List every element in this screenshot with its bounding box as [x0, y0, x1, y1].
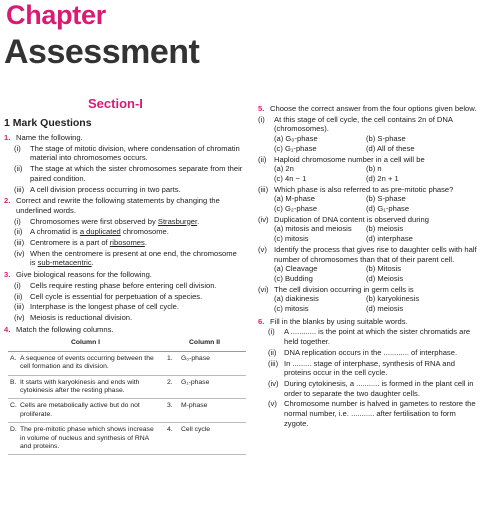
sub-item-number: (iv): [268, 378, 279, 388]
underlined-word: a duplicated: [79, 227, 121, 237]
sub-item: [258, 327, 478, 346]
mcq-option: (c) mitosis: [274, 304, 309, 314]
question-number: 1.: [4, 133, 11, 142]
mcq-option: (a) diakinesis: [274, 294, 319, 304]
chapter-title: Chapter: [6, 0, 106, 30]
mcq-option: (d) meiosis: [366, 304, 404, 314]
row-letter: B.: [10, 378, 17, 386]
column-2-cell: [163, 423, 246, 455]
underlined-word: ribosomes: [109, 238, 145, 248]
question-1: [4, 133, 244, 143]
mcq-option: (b) S-phase: [366, 194, 406, 204]
sub-item-text: Interphase is the longest phase of cell cycle.: [30, 302, 180, 312]
sub-item-text: A chromatid is: [30, 227, 80, 237]
table-row: [8, 351, 246, 375]
sub-item: [4, 313, 244, 323]
marks-heading: 1 Mark Questions: [4, 117, 92, 129]
underlined-word: Strasburger: [157, 216, 198, 226]
row-number: 1.: [167, 354, 173, 362]
mcq-number: (iii): [258, 184, 269, 194]
sub-item-number: (iii): [14, 302, 25, 312]
mcq-item: [258, 285, 478, 314]
question-6: [258, 317, 478, 327]
row-letter: C.: [10, 402, 17, 410]
sub-item-text: Cell cycle is essential for perpetuation of a species.: [30, 291, 203, 301]
question-4: [4, 325, 244, 335]
mcq-option: (b) Mitosis: [366, 264, 402, 274]
row-letter: D.: [10, 426, 17, 434]
sub-item-text: Centromere is a part of: [30, 238, 110, 248]
sub-item-number: (i): [14, 280, 21, 290]
mcq-item: [258, 155, 478, 184]
sub-item-text-end: .: [197, 216, 200, 226]
table-row: [8, 375, 246, 399]
mcq-options: [274, 224, 478, 243]
sub-item-text: When the centromere is present at one end, the chromosome is: [30, 248, 237, 268]
sub-item: [4, 227, 244, 237]
question-text: Fill in the blanks by using suitable words.: [270, 316, 408, 326]
sub-item: [4, 249, 244, 268]
column-1-cell: [8, 375, 163, 399]
sub-item: [4, 302, 244, 312]
question-number: 2.: [4, 196, 11, 206]
mcq-option: (d) Meiosis: [366, 273, 404, 283]
mcq-number: (vi): [258, 284, 269, 294]
question-3-items: [4, 281, 244, 323]
sub-item: [258, 348, 478, 358]
mcq-option: (c) mitosis: [274, 234, 309, 244]
sub-item-number: (i): [268, 327, 275, 337]
sub-item: [4, 144, 244, 163]
table-row: [8, 399, 246, 423]
question-text: Match the following columns.: [16, 324, 114, 334]
mcq-option: (b) meiosis: [366, 224, 404, 234]
mcq-text: The cell division occurring in germ cells is: [274, 284, 414, 294]
sub-item-number: (iv): [14, 248, 25, 258]
question-number: 3.: [4, 270, 11, 280]
sub-item-number: (iii): [14, 238, 25, 248]
sub-item-text: Chromosome number is halved in gametes to restore the normal number, i.e. ........... after fertilisation to form zygote.: [284, 399, 476, 428]
question-number: 6.: [258, 316, 265, 326]
sub-item: [4, 185, 244, 195]
mcq-text: Which phase is also referred to as pre-mitotic phase?: [274, 184, 454, 194]
mcq-option: (a) 2n: [274, 164, 294, 174]
sub-item-text: A cell division process occurring in two parts.: [30, 184, 181, 194]
mcq-options: [274, 134, 478, 153]
sub-item: [4, 281, 244, 291]
mcq-option: (b) karyokinesis: [366, 294, 420, 304]
question-text: Choose the correct answer from the four options given below.: [270, 104, 477, 113]
mcq-option: (d) interphase: [366, 234, 413, 244]
column-1-cell: [8, 399, 163, 423]
mcq-option: (c) G₁-phase: [274, 143, 317, 153]
question-5-items: [258, 115, 478, 314]
sub-item-text: A ............ is the point at which the sister chromatids are held together.: [284, 327, 471, 347]
mcq-text: Duplication of DNA content is observed during: [274, 214, 429, 224]
row-number: 3.: [167, 402, 173, 410]
mcq-options: [274, 294, 478, 313]
row-answer: G₁-phase: [181, 378, 210, 386]
row-answer: G₀-phase: [181, 354, 210, 362]
column-2-header: Column II: [163, 337, 246, 351]
assessment-title: Assessment: [4, 33, 200, 71]
sub-item-text: During cytokinesis, a ........... is formed in the plant cell in order to separate the two daughter cells.: [284, 378, 474, 398]
mcq-item: [258, 115, 478, 154]
row-answer: M-phase: [181, 402, 208, 410]
question-2-items: [4, 217, 244, 269]
sub-item-text: The stage at which the sister chromosomes separate from their paired condition.: [30, 164, 243, 183]
sub-item-text: Meiosis is reductional division.: [30, 312, 133, 322]
column-2-cell: [163, 399, 246, 423]
mcq-option: (c) G₂-phase: [274, 204, 318, 214]
sub-item-text: Cells require resting phase before entering cell division.: [30, 280, 217, 290]
mcq-option: (a) M-phase: [274, 194, 315, 204]
sub-item-number: (ii): [14, 164, 23, 174]
mcq-number: (iv): [258, 214, 269, 224]
row-number: 2.: [167, 378, 173, 386]
mcq-option: (b) n: [366, 164, 382, 174]
sub-item: [258, 379, 478, 398]
mcq-option: (d) G₁-phase: [366, 204, 410, 214]
sub-item: [258, 399, 478, 428]
question-1-items: [4, 144, 244, 195]
sub-item-number: (iii): [268, 358, 279, 368]
right-column: [258, 104, 478, 430]
left-column: [4, 133, 244, 455]
mcq-options: [274, 264, 478, 283]
sub-item-text-end: .: [91, 258, 94, 268]
mcq-options: [274, 164, 478, 183]
mcq-option: (c) Budding: [274, 273, 313, 283]
sub-item: [4, 238, 244, 248]
column-1-header: Column I: [8, 337, 163, 351]
question-6-items: [258, 327, 478, 428]
match-table: [8, 337, 246, 455]
mcq-option: (a) mitosis and meiosis: [274, 224, 352, 234]
mcq-number: (i): [258, 114, 265, 124]
mcq-option: (b) S-phase: [366, 134, 406, 144]
mcq-option: (c) 4n − 1: [274, 173, 307, 183]
column-2-cell: [163, 375, 246, 399]
mcq-item: [258, 245, 478, 284]
question-number: 4.: [4, 324, 11, 334]
row-number: 4.: [167, 426, 173, 434]
sub-item-number: (v): [268, 399, 277, 409]
mcq-item: [258, 215, 478, 244]
question-3: [4, 270, 244, 280]
column-1-cell: [8, 423, 163, 455]
sub-item: [4, 217, 244, 227]
mcq-text: Haploid chromosome number in a cell will be: [274, 154, 425, 164]
row-text: A sequence of events occurring between the cell formation and its division.: [20, 354, 154, 371]
mcq-option: (d) All of these: [366, 143, 415, 153]
question-2: [4, 196, 244, 215]
mcq-text: Identify the process that gives rise to daughter cells with half number of chromosomes than that of their parent cell.: [274, 244, 477, 264]
sub-item-number: (ii): [268, 347, 277, 357]
row-answer: Cell cycle: [181, 426, 211, 434]
sub-item-number: (iv): [14, 312, 25, 322]
row-text: Cells are metabolically active but do not proliferate.: [20, 402, 140, 418]
sub-item-text-end: chromosome.: [120, 227, 169, 237]
row-letter: A.: [10, 354, 17, 362]
mcq-option: (d) 2n + 1: [366, 173, 399, 183]
mcq-text: At this stage of cell cycle, the cell contains 2n of DNA (chromosomes).: [274, 114, 453, 134]
row-text: It starts with karyokinesis and ends with cytokinesis after the resting phase.: [20, 378, 140, 394]
table-row: [8, 423, 246, 455]
sub-item-number: (i): [14, 143, 21, 153]
sub-item-text: DNA replication occurs in the ............ of interphase.: [284, 347, 458, 357]
mcq-options: [274, 194, 478, 213]
sub-item-text: Chromosomes were first observed by: [30, 216, 158, 226]
sub-item-number: (iii): [14, 184, 25, 194]
question-text: Give biological reasons for the following.: [16, 270, 152, 280]
mcq-item: [258, 185, 478, 214]
column-1-cell: [8, 351, 163, 375]
section-heading: Section-I: [88, 96, 143, 111]
mcq-option: (a) G₀-phase: [274, 134, 318, 144]
mcq-number: (v): [258, 244, 267, 254]
question-number: 5.: [258, 104, 265, 113]
sub-item: [4, 292, 244, 302]
sub-item: [258, 359, 478, 378]
sub-item-text: In ......... stage of interphase, synthesis of RNA and proteins occur in the cell cycle.: [284, 358, 455, 378]
question-5: [258, 104, 478, 114]
row-text: The pre-mitotic phase which shows increase in volume of nucleus and synthesis of RNA and proteins.: [20, 426, 154, 451]
sub-item-text-end: .: [144, 238, 147, 248]
column-2-cell: [163, 351, 246, 375]
question-text: Correct and rewrite the following statements by changing the underlined words.: [16, 196, 220, 215]
sub-item-text: The stage of mitotic division, where condensation of chromatin material into chromosomes occurs.: [30, 143, 240, 163]
match-table-body: [8, 351, 246, 455]
underlined-word: sub-metacentric: [37, 258, 92, 268]
sub-item-number: (ii): [14, 227, 23, 237]
sub-item-number: (ii): [14, 291, 23, 301]
mcq-number: (ii): [258, 154, 267, 164]
question-text: Name the following.: [16, 133, 83, 142]
sub-item-number: (i): [14, 216, 21, 226]
mcq-option: (a) Cleavage: [274, 264, 318, 274]
sub-item: [4, 164, 244, 183]
